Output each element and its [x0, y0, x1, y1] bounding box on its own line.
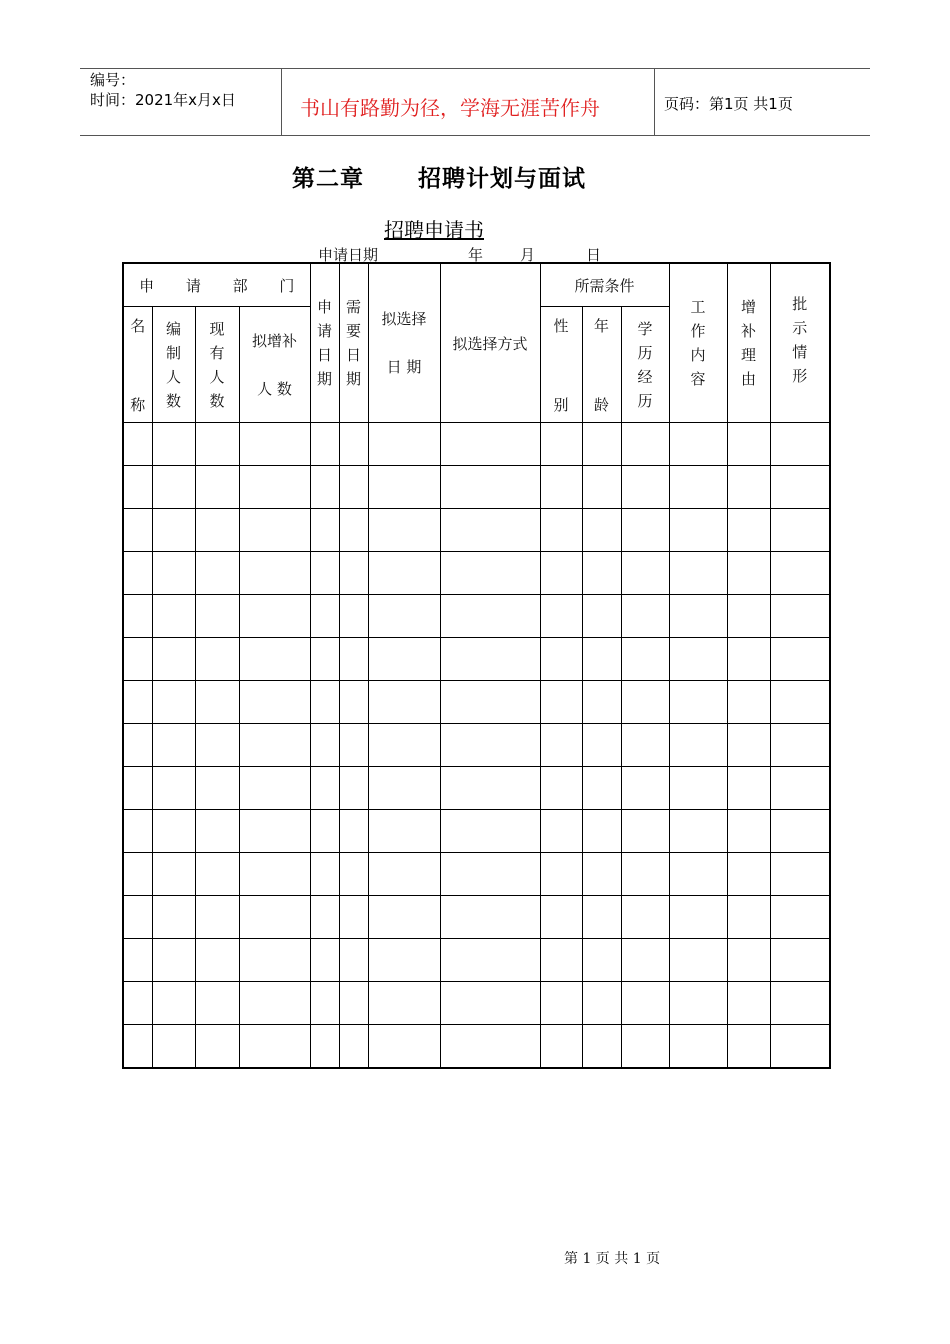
- blank-cell[interactable]: [310, 423, 339, 466]
- table-row: [123, 939, 830, 982]
- blank-cell[interactable]: [440, 767, 540, 810]
- blank-cell[interactable]: [310, 1025, 339, 1069]
- blank-cell[interactable]: [582, 982, 621, 1025]
- blank-cell[interactable]: [310, 982, 339, 1025]
- header-select-method: 拟选择方式: [440, 263, 540, 423]
- blank-cell[interactable]: [310, 724, 339, 767]
- blank-cell[interactable]: [727, 982, 770, 1025]
- header-job-content: 工作内容: [669, 263, 727, 423]
- blank-cell[interactable]: [195, 810, 239, 853]
- blank-cell[interactable]: [727, 767, 770, 810]
- blank-cell[interactable]: [239, 552, 310, 595]
- table-row: [123, 724, 830, 767]
- blank-cell[interactable]: [621, 423, 669, 466]
- blank-cell[interactable]: [152, 1025, 195, 1069]
- blank-cell[interactable]: [440, 423, 540, 466]
- blank-cell[interactable]: [669, 552, 727, 595]
- blank-cell[interactable]: [440, 466, 540, 509]
- blank-cell[interactable]: [669, 724, 727, 767]
- header-motto: 书山有路勤为径，学海无涯苦作舟: [300, 96, 600, 120]
- blank-cell[interactable]: [239, 466, 310, 509]
- blank-cell[interactable]: [339, 724, 368, 767]
- date-day: 日: [586, 246, 602, 264]
- blank-cell[interactable]: [669, 939, 727, 982]
- blank-cell[interactable]: [239, 724, 310, 767]
- header-reason: 增补理由: [727, 263, 770, 423]
- blank-cell[interactable]: [368, 509, 440, 552]
- blank-cell[interactable]: [582, 423, 621, 466]
- blank-cell[interactable]: [152, 982, 195, 1025]
- date-year: 年: [468, 246, 484, 264]
- blank-cell[interactable]: [440, 982, 540, 1025]
- blank-cell[interactable]: [339, 853, 368, 896]
- blank-cell[interactable]: [368, 423, 440, 466]
- blank-cell[interactable]: [540, 982, 582, 1025]
- blank-cell[interactable]: [152, 939, 195, 982]
- blank-cell[interactable]: [770, 595, 830, 638]
- blank-cell[interactable]: [540, 853, 582, 896]
- blank-cell[interactable]: [621, 681, 669, 724]
- blank-cell[interactable]: [310, 552, 339, 595]
- blank-cell[interactable]: [195, 466, 239, 509]
- blank-cell[interactable]: [669, 595, 727, 638]
- blank-cell[interactable]: [195, 1025, 239, 1069]
- date-month: 月: [520, 246, 536, 264]
- table-row: [123, 896, 830, 939]
- blank-cell[interactable]: [123, 767, 152, 810]
- blank-cell[interactable]: [621, 638, 669, 681]
- blank-cell[interactable]: [727, 509, 770, 552]
- blank-cell[interactable]: [239, 853, 310, 896]
- blank-cell[interactable]: [669, 896, 727, 939]
- blank-cell[interactable]: [582, 767, 621, 810]
- blank-cell[interactable]: [368, 982, 440, 1025]
- blank-cell[interactable]: [727, 896, 770, 939]
- application-form-grid: [122, 262, 831, 1069]
- blank-cell[interactable]: [727, 681, 770, 724]
- blank-cell[interactable]: [368, 724, 440, 767]
- blank-cell[interactable]: [239, 982, 310, 1025]
- blank-cell[interactable]: [770, 509, 830, 552]
- blank-cell[interactable]: [540, 423, 582, 466]
- blank-cell[interactable]: [339, 552, 368, 595]
- blank-cell[interactable]: [239, 767, 310, 810]
- blank-cell[interactable]: [770, 982, 830, 1025]
- blank-cell[interactable]: [310, 896, 339, 939]
- blank-cell[interactable]: [621, 1025, 669, 1069]
- blank-cell[interactable]: [582, 681, 621, 724]
- blank-cell[interactable]: [123, 423, 152, 466]
- blank-cell[interactable]: [582, 724, 621, 767]
- blank-cell[interactable]: [621, 595, 669, 638]
- blank-cell[interactable]: [669, 423, 727, 466]
- blank-cell[interactable]: [123, 724, 152, 767]
- blank-cell[interactable]: [621, 982, 669, 1025]
- blank-cell[interactable]: [195, 423, 239, 466]
- blank-cell[interactable]: [339, 466, 368, 509]
- blank-cell[interactable]: [195, 724, 239, 767]
- blank-cell[interactable]: [310, 466, 339, 509]
- blank-cell[interactable]: [339, 681, 368, 724]
- blank-cell[interactable]: [770, 767, 830, 810]
- blank-cell[interactable]: [669, 767, 727, 810]
- blank-cell[interactable]: [195, 767, 239, 810]
- header-staffing: 编制人数: [152, 307, 195, 423]
- table-row: [123, 853, 830, 896]
- blank-cell[interactable]: [540, 1025, 582, 1069]
- blank-cell[interactable]: [195, 939, 239, 982]
- blank-cell[interactable]: [440, 1025, 540, 1069]
- blank-cell[interactable]: [123, 1025, 152, 1069]
- blank-cell[interactable]: [727, 552, 770, 595]
- blank-cell[interactable]: [669, 638, 727, 681]
- header-conditions-group: 所需条件: [540, 263, 669, 307]
- header-education: 学历经历: [621, 307, 669, 423]
- blank-cell[interactable]: [621, 509, 669, 552]
- blank-cell[interactable]: [152, 724, 195, 767]
- recruitment-application-table: [122, 262, 829, 1072]
- blank-cell[interactable]: [368, 466, 440, 509]
- blank-cell[interactable]: [621, 552, 669, 595]
- blank-cell[interactable]: [310, 810, 339, 853]
- blank-cell[interactable]: [540, 681, 582, 724]
- blank-cell[interactable]: [440, 810, 540, 853]
- blank-cell[interactable]: [770, 1025, 830, 1069]
- blank-cell[interactable]: [582, 638, 621, 681]
- header-bottom-rule: [80, 135, 870, 136]
- blank-cell[interactable]: [339, 509, 368, 552]
- header-gender: 性 别: [540, 307, 582, 423]
- blank-cell[interactable]: [310, 681, 339, 724]
- blank-cell[interactable]: [310, 595, 339, 638]
- blank-cell[interactable]: [310, 939, 339, 982]
- header-top-rule: [80, 68, 870, 69]
- blank-cell[interactable]: [368, 552, 440, 595]
- blank-cell[interactable]: [123, 681, 152, 724]
- blank-cell[interactable]: [152, 423, 195, 466]
- blank-cell[interactable]: [770, 896, 830, 939]
- blank-cell[interactable]: [582, 939, 621, 982]
- blank-cell[interactable]: [195, 853, 239, 896]
- blank-cell[interactable]: [540, 466, 582, 509]
- blank-cell[interactable]: [152, 767, 195, 810]
- blank-cell[interactable]: [669, 509, 727, 552]
- blank-cell[interactable]: [123, 638, 152, 681]
- blank-cell[interactable]: [123, 595, 152, 638]
- blank-cell[interactable]: [770, 939, 830, 982]
- blank-cell[interactable]: [540, 810, 582, 853]
- blank-cell[interactable]: [621, 767, 669, 810]
- blank-cell[interactable]: [239, 509, 310, 552]
- header-divider-left: [281, 68, 282, 136]
- header-planned: 拟增补 人 数: [239, 307, 310, 423]
- blank-cell[interactable]: [770, 681, 830, 724]
- blank-cell[interactable]: [440, 509, 540, 552]
- header-name: 名 称: [123, 307, 152, 423]
- blank-cell[interactable]: [152, 509, 195, 552]
- blank-cell[interactable]: [621, 853, 669, 896]
- blank-cell[interactable]: [195, 552, 239, 595]
- blank-cell[interactable]: [368, 896, 440, 939]
- chapter-title: 第二章 招聘计划与面试: [292, 166, 587, 192]
- blank-cell[interactable]: [621, 896, 669, 939]
- blank-cell[interactable]: [727, 724, 770, 767]
- blank-cell[interactable]: [152, 638, 195, 681]
- blank-cell[interactable]: [152, 810, 195, 853]
- blank-cell[interactable]: [310, 853, 339, 896]
- blank-cell[interactable]: [540, 724, 582, 767]
- blank-cell[interactable]: [368, 1025, 440, 1069]
- header-divider-right: [654, 68, 655, 136]
- blank-cell[interactable]: [440, 896, 540, 939]
- blank-cell[interactable]: [540, 509, 582, 552]
- blank-cell[interactable]: [310, 638, 339, 681]
- blank-cell[interactable]: [123, 896, 152, 939]
- table-row: [123, 466, 830, 509]
- header-select-date: 拟选择 日 期: [368, 263, 440, 423]
- blank-cell[interactable]: [152, 853, 195, 896]
- table-row: [123, 509, 830, 552]
- blank-cell[interactable]: [239, 681, 310, 724]
- blank-cell[interactable]: [152, 552, 195, 595]
- blank-cell[interactable]: [440, 638, 540, 681]
- table-row: [123, 595, 830, 638]
- blank-cell[interactable]: [540, 896, 582, 939]
- blank-cell[interactable]: [195, 681, 239, 724]
- blank-cell[interactable]: [440, 724, 540, 767]
- blank-cell[interactable]: [621, 724, 669, 767]
- blank-cell[interactable]: [368, 638, 440, 681]
- blank-cell[interactable]: [152, 896, 195, 939]
- blank-cell[interactable]: [727, 810, 770, 853]
- table-row: [123, 423, 830, 466]
- blank-cell[interactable]: [582, 552, 621, 595]
- blank-cell[interactable]: [440, 595, 540, 638]
- blank-cell[interactable]: [239, 423, 310, 466]
- blank-cell[interactable]: [727, 1025, 770, 1069]
- blank-cell[interactable]: [582, 1025, 621, 1069]
- header-apply-date: 申请日期: [310, 263, 339, 423]
- blank-cell[interactable]: [239, 896, 310, 939]
- table-row: [123, 681, 830, 724]
- table-row: [123, 982, 830, 1025]
- blank-cell[interactable]: [727, 595, 770, 638]
- blank-cell[interactable]: [339, 423, 368, 466]
- blank-cell[interactable]: [727, 638, 770, 681]
- header-approval: 批示情形: [770, 263, 830, 423]
- blank-cell[interactable]: [195, 595, 239, 638]
- blank-cell[interactable]: [669, 853, 727, 896]
- table-row: [123, 552, 830, 595]
- blank-cell[interactable]: [440, 681, 540, 724]
- page-info: 页码：第1页 共1页: [664, 95, 793, 113]
- blank-cell[interactable]: [123, 509, 152, 552]
- blank-cell[interactable]: [239, 810, 310, 853]
- blank-cell[interactable]: [310, 767, 339, 810]
- blank-cell[interactable]: [239, 939, 310, 982]
- blank-cell[interactable]: [582, 466, 621, 509]
- blank-cell[interactable]: [339, 939, 368, 982]
- header-need-date: 需要日期: [339, 263, 368, 423]
- blank-cell[interactable]: [195, 638, 239, 681]
- blank-cell[interactable]: [440, 552, 540, 595]
- blank-cell[interactable]: [770, 466, 830, 509]
- blank-cell[interactable]: [123, 939, 152, 982]
- blank-cell[interactable]: [540, 638, 582, 681]
- blank-cell[interactable]: [339, 982, 368, 1025]
- blank-cell[interactable]: [727, 939, 770, 982]
- blank-cell[interactable]: [621, 466, 669, 509]
- blank-cell[interactable]: [368, 681, 440, 724]
- blank-cell[interactable]: [540, 595, 582, 638]
- blank-cell[interactable]: [540, 767, 582, 810]
- blank-cell[interactable]: [339, 896, 368, 939]
- blank-cell[interactable]: [339, 1025, 368, 1069]
- blank-cell[interactable]: [770, 724, 830, 767]
- blank-cell[interactable]: [727, 853, 770, 896]
- table-row: [123, 638, 830, 681]
- blank-cell[interactable]: [770, 638, 830, 681]
- document-number-label: 编号：: [90, 71, 136, 89]
- blank-cell[interactable]: [669, 810, 727, 853]
- blank-cell[interactable]: [123, 466, 152, 509]
- blank-cell[interactable]: [152, 595, 195, 638]
- blank-cell[interactable]: [727, 466, 770, 509]
- blank-cell[interactable]: [540, 552, 582, 595]
- blank-cell[interactable]: [368, 595, 440, 638]
- blank-cell[interactable]: [669, 681, 727, 724]
- form-title: 招聘申请书: [384, 218, 484, 242]
- blank-cell[interactable]: [239, 1025, 310, 1069]
- blank-cell[interactable]: [440, 853, 540, 896]
- blank-cell[interactable]: [123, 853, 152, 896]
- blank-cell[interactable]: [770, 552, 830, 595]
- blank-cell[interactable]: [368, 853, 440, 896]
- blank-cell[interactable]: [669, 1025, 727, 1069]
- blank-cell[interactable]: [621, 810, 669, 853]
- blank-cell[interactable]: [669, 982, 727, 1025]
- blank-cell[interactable]: [582, 810, 621, 853]
- blank-cell[interactable]: [582, 509, 621, 552]
- blank-cell[interactable]: [152, 681, 195, 724]
- blank-cell[interactable]: [540, 939, 582, 982]
- blank-cell[interactable]: [195, 982, 239, 1025]
- table-row: [123, 810, 830, 853]
- document-time-label: 时间：2021年x月x日: [90, 91, 236, 109]
- blank-cell[interactable]: [339, 638, 368, 681]
- blank-cell[interactable]: [368, 810, 440, 853]
- blank-cell[interactable]: [152, 466, 195, 509]
- blank-cell[interactable]: [339, 810, 368, 853]
- blank-cell[interactable]: [339, 595, 368, 638]
- header-current: 现有人数: [195, 307, 239, 423]
- table-row: [123, 1025, 830, 1069]
- blank-cell[interactable]: [310, 509, 339, 552]
- blank-cell[interactable]: [239, 638, 310, 681]
- page-footer: 第 1 页 共 1 页: [564, 1251, 661, 1267]
- header-dept-group: 申 请 部 门: [123, 263, 310, 307]
- blank-cell[interactable]: [239, 595, 310, 638]
- blank-cell[interactable]: [582, 896, 621, 939]
- table-row: [123, 767, 830, 810]
- blank-cell[interactable]: [582, 595, 621, 638]
- header-age: 年 龄: [582, 307, 621, 423]
- blank-cell[interactable]: [770, 853, 830, 896]
- blank-cell[interactable]: [770, 810, 830, 853]
- blank-cell[interactable]: [195, 509, 239, 552]
- blank-cell[interactable]: [123, 552, 152, 595]
- blank-cell[interactable]: [368, 939, 440, 982]
- blank-cell[interactable]: [727, 423, 770, 466]
- blank-cell[interactable]: [582, 853, 621, 896]
- blank-cell[interactable]: [368, 767, 440, 810]
- blank-cell[interactable]: [339, 767, 368, 810]
- blank-cell[interactable]: [621, 939, 669, 982]
- blank-cell[interactable]: [123, 810, 152, 853]
- blank-cell[interactable]: [440, 939, 540, 982]
- application-date-label: 申请日期: [318, 246, 379, 264]
- blank-cell[interactable]: [770, 423, 830, 466]
- blank-cell[interactable]: [195, 896, 239, 939]
- blank-cell[interactable]: [669, 466, 727, 509]
- blank-cell[interactable]: [123, 982, 152, 1025]
